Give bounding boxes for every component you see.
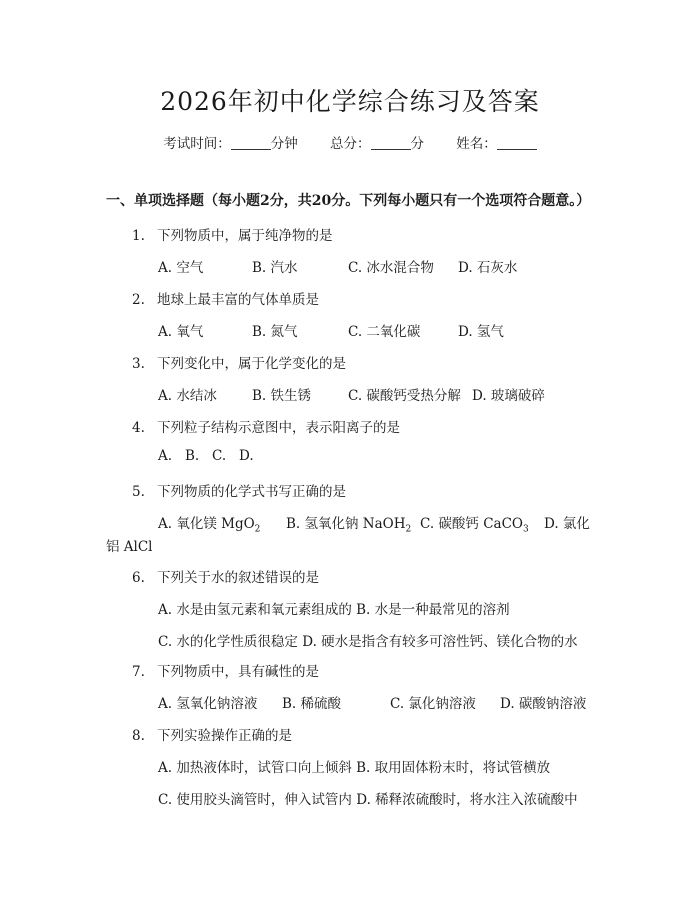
score-blank[interactable] bbox=[371, 135, 411, 150]
option-a: A. 水结冰 bbox=[158, 388, 217, 404]
name-label: 姓名： bbox=[456, 136, 497, 152]
question-1: 1. 下列物质中，属于纯净物的是 bbox=[132, 228, 333, 244]
option-d: D. bbox=[239, 448, 254, 464]
question-3: 3. 下列变化中，属于化学变化的是 bbox=[132, 356, 346, 372]
time-unit: 分钟 bbox=[270, 136, 298, 152]
option-b: B. 氢氧化钠 NaOH$_2$ bbox=[286, 516, 412, 535]
question-7: 7. 下列物质中，具有碱性的是 bbox=[132, 664, 319, 680]
option-a: A. 氧化镁 MgO$_2$ bbox=[158, 516, 261, 535]
option-b: B. 稀硫酸 bbox=[282, 696, 342, 712]
option-d: D. 碳酸钠溶液 bbox=[500, 696, 587, 712]
option-a: A. 空气 bbox=[158, 260, 204, 276]
option-b: B. bbox=[185, 448, 200, 464]
option-line: C. 水的化学性质很稳定 D. 硬水是指含有较多可溶性钙、镁化合物的水 bbox=[158, 634, 578, 650]
option-a: A. 氢氧化钠溶液 bbox=[158, 696, 258, 712]
option-line: A. 加热液体时，试管口向上倾斜 B. 取用固体粉末时，将试管横放 bbox=[158, 760, 551, 776]
exam-meta bbox=[0, 132, 700, 152]
time-label: 考试时间： bbox=[163, 136, 231, 152]
time-blank[interactable] bbox=[231, 135, 271, 150]
question-8: 8. 下列实验操作正确的是 bbox=[132, 728, 292, 744]
option-d: D. 石灰水 bbox=[458, 260, 518, 276]
question-2: 2. 地球上最丰富的气体单质是 bbox=[132, 292, 319, 308]
option-d: D. 氯化 bbox=[544, 516, 590, 532]
option-d: D. 玻璃破碎 bbox=[472, 388, 545, 404]
name-blank[interactable] bbox=[497, 135, 537, 150]
question-4: 4. 下列粒子结构示意图中，表示阳离子的是 bbox=[132, 420, 400, 436]
option-c: C. 碳酸钙 CaCO$_3$ bbox=[420, 516, 529, 535]
option-c: C. bbox=[212, 448, 227, 464]
option-b: B. 铁生锈 bbox=[252, 388, 312, 404]
option-wrap-line: 铝 AlCl bbox=[106, 539, 153, 555]
question-5: 5. 下列物质的化学式书写正确的是 bbox=[132, 484, 346, 500]
option-line: A. 水是由氢元素和氧元素组成的 B. 水是一种最常见的溶剂 bbox=[158, 602, 510, 618]
section-heading: 一、单项选择题（每小题2分，共20分。下列每小题只有一个选项符合题意。） bbox=[106, 193, 591, 209]
option-line: C. 使用胶头滴管时，伸入试管内 D. 稀释浓硫酸时，将水注入浓硫酸中 bbox=[158, 792, 578, 808]
score-label: 总分： bbox=[330, 136, 371, 152]
score-unit: 分 bbox=[410, 136, 424, 152]
option-c: C. 二氧化碳 bbox=[348, 324, 421, 340]
option-d: D. 氢气 bbox=[458, 324, 504, 340]
question-6: 6. 下列关于水的叙述错误的是 bbox=[132, 570, 319, 586]
option-b: B. 汽水 bbox=[252, 260, 298, 276]
option-a: A. 氧气 bbox=[158, 324, 204, 340]
option-b: B. 氮气 bbox=[252, 324, 298, 340]
option-c: C. 碳酸钙受热分解 bbox=[348, 388, 461, 404]
option-c: C. 氯化钠溶液 bbox=[390, 696, 476, 712]
page-title: 2026年初中化学综合练习及答案 bbox=[160, 87, 540, 116]
option-a: A. bbox=[158, 448, 173, 464]
option-c: C. 冰水混合物 bbox=[348, 260, 434, 276]
